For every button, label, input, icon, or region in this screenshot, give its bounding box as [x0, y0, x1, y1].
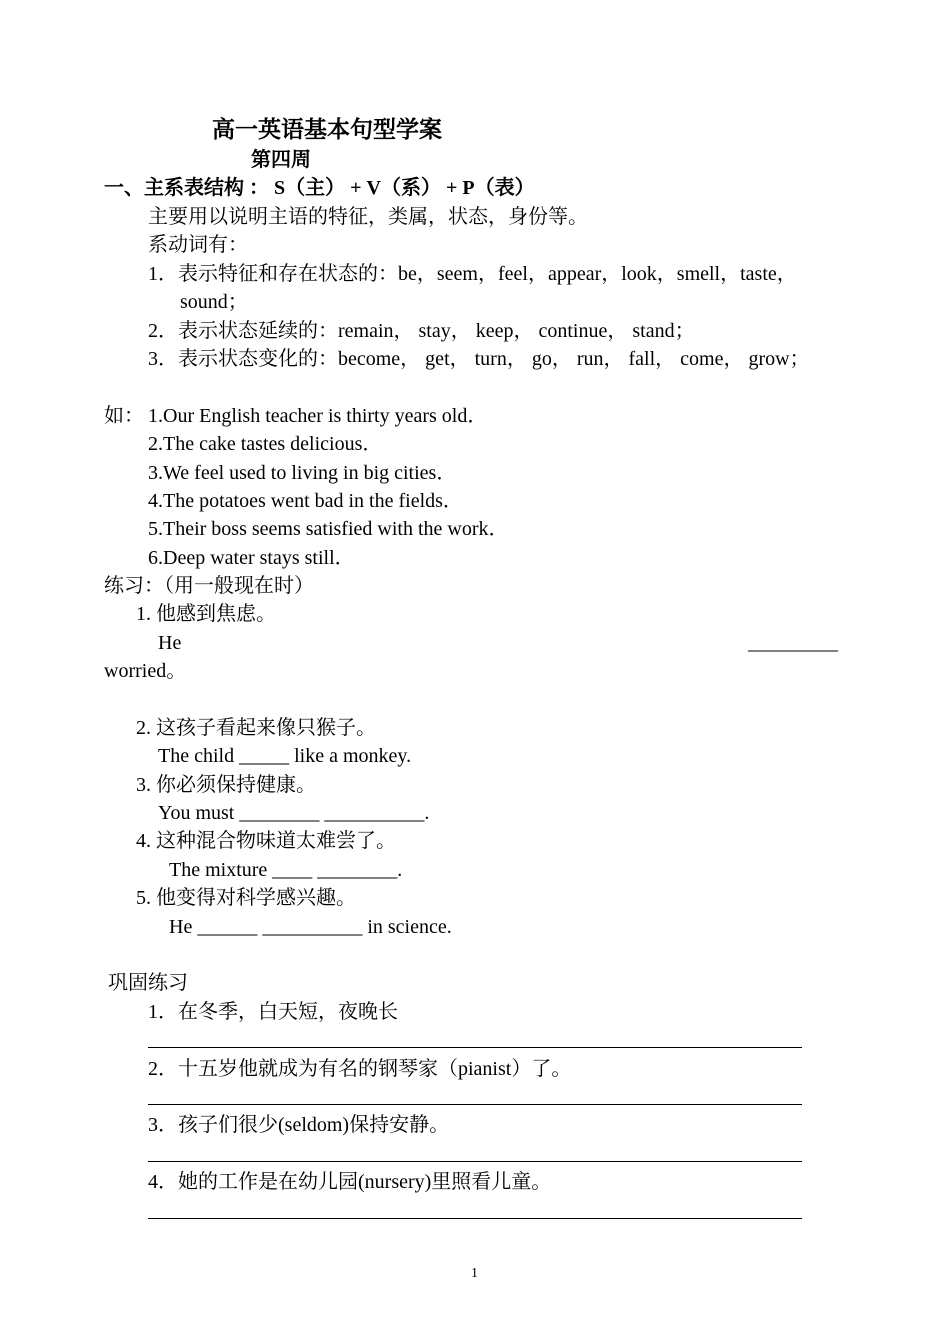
example-item: 4.The potatoes went bad in the fields． [148, 490, 463, 512]
week-label: 第四周 [251, 149, 311, 171]
practice-q4-chinese: 4. 这种混合物味道太难尝了。 [136, 830, 396, 852]
document-title: 高一英语基本句型学案 [212, 117, 442, 142]
linking-verbs-item-1-cont: sound； [180, 291, 248, 313]
practice-q1-english: He [158, 632, 182, 654]
practice-q4-english[interactable]: The mixture ____ ________. [169, 859, 403, 881]
page-number: 1 [471, 1266, 478, 1281]
example-item: 6.Deep water stays still． [148, 547, 355, 569]
practice-q3-english[interactable]: You must ________ __________. [158, 802, 430, 824]
section-heading: 一、主系表结构 ： S（主） + V（系） + P（表） [104, 177, 535, 199]
consolidation-heading: 巩固练习 [108, 972, 188, 994]
answer-line[interactable] [148, 1104, 802, 1105]
practice-q3-chinese: 3. 你必须保持健康。 [136, 774, 316, 796]
practice-q2-english[interactable]: The child _____ like a monkey. [158, 745, 412, 767]
consolidation-item: 3．孩子们很少(seldom)保持安静。 [148, 1114, 450, 1136]
answer-line[interactable] [148, 1047, 802, 1048]
practice-q1-chinese: 1. 他感到焦虑。 [136, 603, 276, 625]
answer-line[interactable] [148, 1218, 802, 1219]
practice-q5-english[interactable]: He ______ __________ in science. [169, 916, 452, 938]
example-item: 1.Our English teacher is thirty years old． [148, 405, 488, 427]
linking-verbs-item-3: 3．表示状态变化的：become， get， turn， go， run， fall， come， grow； [148, 348, 810, 370]
practice-q2-chinese: 2. 这孩子看起来像只猴子。 [136, 717, 376, 739]
section-intro: 主要用以说明主语的特征，类属，状态，身份等。 [148, 206, 588, 228]
example-item: 5.Their boss seems satisfied with the work． [148, 518, 509, 540]
examples-label: 如： [104, 405, 144, 427]
consolidation-item: 1．在冬季，白天短，夜晚长 [148, 1001, 398, 1023]
linking-verbs-item-1: 1．表示特征和存在状态的：be，seem，feel，appear，look，smell，taste， [148, 263, 797, 285]
consolidation-item: 4．她的工作是在幼儿园(nursery)里照看儿童。 [148, 1171, 552, 1193]
consolidation-item: 2．十五岁他就成为有名的钢琴家（pianist）了。 [148, 1058, 572, 1080]
practice-q5-chinese: 5. 他变得对科学感兴趣。 [136, 887, 356, 909]
answer-line[interactable] [148, 1161, 802, 1162]
practice-q1-blank[interactable]: _________ [748, 632, 838, 654]
linking-verbs-label: 系动词有： [148, 234, 248, 256]
linking-verbs-item-2: 2．表示状态延续的：remain， stay， keep， continue， stand； [148, 320, 695, 342]
practice-q1-english-end: worried。 [104, 660, 187, 682]
practice-heading: 练习：（用一般现在时） [104, 575, 314, 597]
example-item: 3.We feel used to living in big cities． [148, 462, 457, 484]
example-item: 2.The cake tastes delicious． [148, 433, 383, 455]
